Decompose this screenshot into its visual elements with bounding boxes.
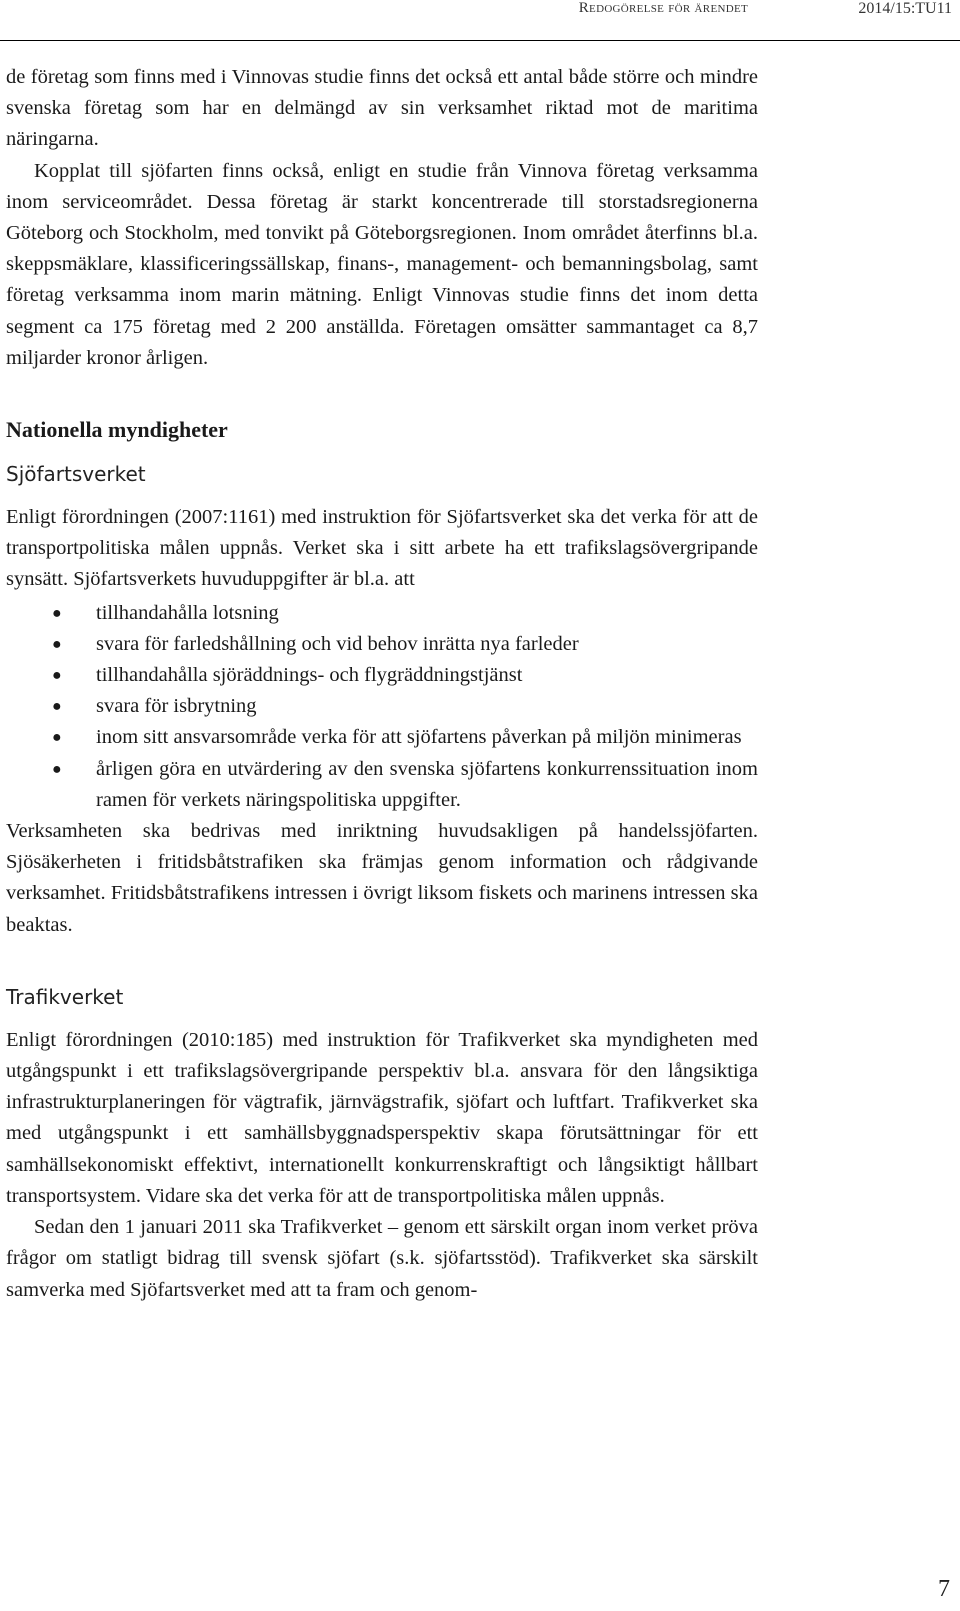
- trafikverket-paragraph-2: Sedan den 1 januari 2011 ska Trafikverket – genom ett särskilt organ inom verket pröva frågor om statligt bidrag till svensk sjöfart (s.k. sjöfartsstöd). Trafikverket ska särskilt samverka med Sjöfartsverket med att ta fram och genom-: [6, 1216, 758, 1301]
- trafikverket-heading: Trafikverket: [6, 984, 124, 1009]
- bullet-icon: ●: [52, 760, 62, 778]
- list-item-text: svara för farledshållning och vid behov inrätta nya farleder: [96, 632, 579, 655]
- bullet-icon: ●: [52, 698, 62, 716]
- sjofartsverket-intro: Enligt förordningen (2007:1161) med instruktion för Sjöfartsverket ska det verka för att de transportpolitiska målen uppnås. Verket ska i sitt arbete ha ett trafikslagsövergripande synsätt. Sjöfartsverkets huvuduppgifter är bl.a. att: [6, 506, 758, 591]
- list-item-text: tillhandahålla sjöräddnings- och flygräddningstjänst: [96, 664, 523, 687]
- section-heading: Nationella myndigheter: [6, 417, 228, 443]
- list-item-text: tillhandahålla lotsning: [96, 601, 279, 624]
- trafikverket-paragraph-1: Enligt förordningen (2010:185) med instruktion för Trafikverket ska myndigheten med utgångspunkt i ett trafikslagsövergripande perspektiv bl.a. ansvara för den långsiktiga infrastrukturplaneringen för vägtrafik, järnvägstrafik, sjöfart och luftfart. Trafikverket ska med utgångspunkt i ett samhällsbyggnadsperspektiv skapa förutsättningar för ett samhällsekonomiskt effektivt, internationellt konkurrenskraftigt och långsiktigt hållbart transportsystem. Vidare ska det verka för att de transportpolitiska målen uppnås.: [6, 1028, 758, 1207]
- list-item-text: svara för isbrytning: [96, 695, 257, 718]
- page-content: [6, 62, 758, 1306]
- header-title: Redogörelse för ärendet: [578, 0, 748, 16]
- list-item: [6, 598, 758, 629]
- list-item: [6, 629, 758, 660]
- bullet-icon: ●: [52, 635, 62, 653]
- bullet-icon: ●: [52, 667, 62, 685]
- sjofartsverket-task-list: [6, 598, 758, 816]
- intro-paragraph-2: Kopplat till sjöfarten finns också, enligt en studie från Vinnova företag verksamma inom serviceområdet. Dessa företag är starkt koncentrerade till storstadsregionerna Göteborg och Stockholm, med tonvikt på Göteborgsregionen. Inom området återfinns bl.a. skeppsmäklare, klassificeringssällskap, finans-, management- och bemanningsbolag, samt företag verksamma inom marin mätning. Enligt Vinnovas studie finns det inom detta segment ca 175 företag med 2 200 anställda. Företagen omsätter sammantaget ca 8,7 miljarder kronor årligen.: [6, 159, 758, 369]
- list-item: [6, 660, 758, 691]
- bullet-icon: ●: [52, 729, 62, 747]
- bullet-icon: ●: [52, 604, 62, 622]
- intro-paragraph-1: de företag som finns med i Vinnovas studie finns det också ett antal både större och mindre svenska företag som har en delmängd av sin verksamhet riktad mot de maritima näringarna.: [6, 66, 758, 151]
- list-item-text: årligen göra en utvärdering av den svenska sjöfartens konkurrenssituation inom ramen för verkets näringspolitiska uppgifter.: [96, 757, 758, 811]
- list-item: [6, 722, 758, 753]
- header-reference: 2014/15:TU11: [858, 0, 952, 17]
- list-item: [6, 754, 758, 816]
- list-item: [6, 691, 758, 722]
- page-number: 7: [938, 1576, 950, 1602]
- sjofartsverket-heading: Sjöfartsverket: [6, 462, 146, 487]
- list-item-text: inom sitt ansvarsområde verka för att sjöfartens påverkan på miljön minimeras: [96, 726, 742, 749]
- page-header: [0, 0, 960, 41]
- sjofartsverket-closing: Verksamheten ska bedrivas med inriktning huvudsakligen på handelssjöfarten. Sjösäkerheten i fritidsbåtstrafiken ska främjas genom information och rådgivande verksamhet. Fritidsbåtstrafikens intressen i övrigt liksom fiskets och marinens intressen ska beaktas.: [6, 820, 758, 936]
